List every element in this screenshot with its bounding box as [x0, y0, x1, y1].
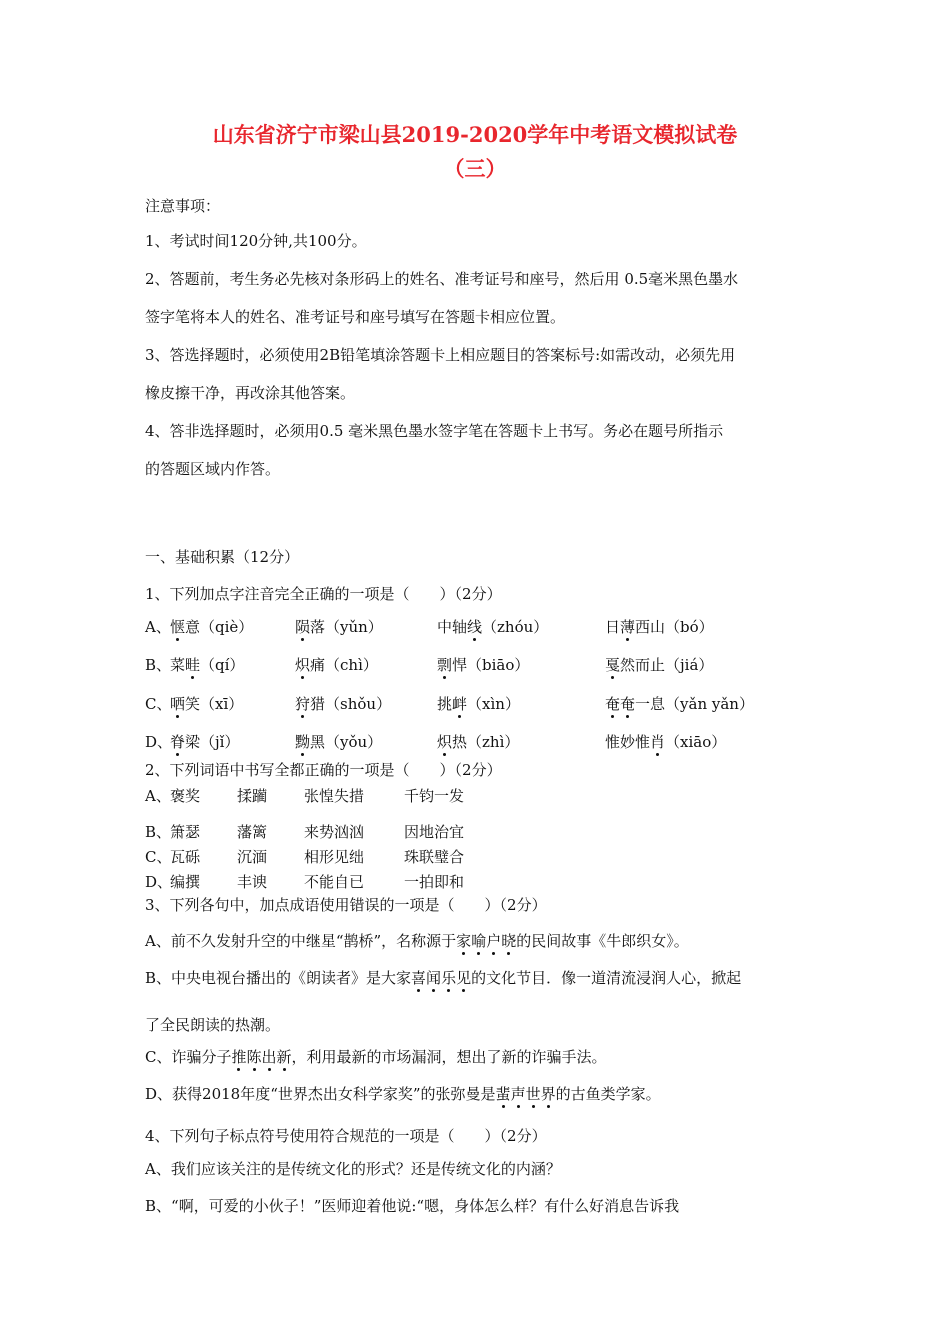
q1-option-item: 黝黑（yǒu）: [295, 733, 383, 751]
q2-stem: 2、下列词语中书写全都正确的一项是（ ）（2分）: [145, 761, 502, 779]
exam-title-line2: （三）: [443, 156, 507, 181]
q2-option-word: 褒奖: [170, 787, 201, 805]
q3-option-a: A、前不久发射升空的中继星“鹊桥”，名称源于家喻户晓的民间故事《牛郎织女》。: [145, 932, 689, 950]
q2-option-word: 张惶失措: [304, 787, 365, 805]
q2-option-word: 沉湎: [237, 848, 268, 866]
exam-title-line1: 山东省济宁市梁山县2019-2020学年中考语文模拟试卷: [212, 122, 738, 147]
q1-option-item: 日薄西山（bó）: [605, 618, 714, 636]
dotted-character: 惬: [170, 618, 186, 636]
dotted-character: 哂: [170, 695, 186, 713]
notice-heading: 注意事项：: [145, 197, 221, 215]
notice-item: 的答题区域内作答。: [145, 460, 281, 478]
q1-option-item: 剽悍（biāo）: [437, 656, 530, 674]
dotted-character: 畦: [185, 656, 201, 674]
q1-option-item: 哂笑（xī）: [170, 695, 244, 713]
q3-option-b-cont: 了全民朗读的热潮。: [145, 1016, 281, 1034]
dotted-character: 炽: [295, 656, 311, 674]
q1-option-label: A、: [145, 618, 171, 636]
q1-option-item: 挑衅（xìn）: [437, 695, 520, 713]
q2-option-word: 因地治宜: [404, 823, 465, 841]
dotted-character: 陨: [295, 618, 311, 636]
q1-option-label: B、: [145, 656, 172, 674]
dotted-character: 戛: [605, 656, 621, 674]
dotted-character: 炽: [437, 733, 453, 751]
q2-option-word: 一拍即和: [404, 873, 465, 891]
q2-option-word: 不能自已: [304, 873, 365, 891]
q2-option-word: 来势汹汹: [304, 823, 365, 841]
notice-item: 2、答题前，考生务必先核对条形码上的姓名、准考证号和座号，然后用 0.5毫米黑色墨水: [145, 270, 739, 288]
dotted-character: 奄奄: [605, 695, 636, 713]
section1-heading: 一、基础积累（12分）: [145, 548, 300, 566]
q3-option-c: C、诈骗分子推陈出新，利用最新的市场漏洞，想出了新的诈骗手法。: [145, 1048, 607, 1066]
q2-option-word: 丰谀: [237, 873, 268, 891]
dotted-character: 薄: [620, 618, 636, 636]
notice-item: 3、答选择题时，必须使用2B铅笔填涂答题卡上相应题目的答案标号:如需改动，必须先用: [145, 346, 736, 364]
q1-option-item: 陨落（yǔn）: [295, 618, 383, 636]
q1-option-item: 奄奄一息（yǎn yǎn）: [605, 695, 754, 713]
notice-item: 1、考试时间120分钟,共100分。: [145, 232, 367, 250]
dotted-character: 黝: [295, 733, 311, 751]
q4-option-a: A、我们应该关注的是传统文化的形式？还是传统文化的内涵？: [145, 1160, 561, 1178]
q2-option-label: B、: [145, 823, 172, 841]
q4-option-b: B、“啊，可爱的小伙子！”医师迎着他说:“嗯，身体怎么样？有什么好消息告诉我: [145, 1197, 680, 1215]
dotted-character: 衅: [452, 695, 468, 713]
dotted-character: 狩: [295, 695, 311, 713]
q3-option-b: B、中央电视台播出的《朗读者》是大家喜闻乐见的文化节目．像一道清流浸润人心，掀起: [145, 969, 742, 987]
dotted-character: 脊: [170, 733, 186, 751]
q2-option-word: 珠联璧合: [404, 848, 465, 866]
q4-stem: 4、下列句子标点符号使用符合规范的一项是（ ）（2分）: [145, 1127, 547, 1145]
q3-stem: 3、下列各句中，加点成语使用错误的一项是（ ）（2分）: [145, 896, 547, 914]
q2-option-label: C、: [145, 848, 172, 866]
q2-option-word: 千钧一发: [404, 787, 465, 805]
q1-stem: 1、下列加点字注音完全正确的一项是（ ）（2分）: [145, 585, 502, 603]
q3-option-d: D、获得2018年度“世界杰出女科学家奖”的张弥曼是蜚声世界的古鱼类学家。: [145, 1085, 661, 1103]
q1-option-item: 狩猎（shǒu）: [295, 695, 392, 713]
q2-option-word: 箫瑟: [170, 823, 201, 841]
q1-option-item: 惟妙惟肖（xiāo）: [605, 733, 727, 751]
notice-item: 4、答非选择题时，必须用0.5 毫米黑色墨水签字笔在答题卡上书写。务必在题号所指示: [145, 422, 724, 440]
q2-option-word: 瓦砾: [170, 848, 201, 866]
q1-option-item: 脊梁（jǐ）: [170, 733, 240, 751]
notice-item: 橡皮擦干净，再改涂其他答案。: [145, 384, 356, 402]
q1-option-label: C、: [145, 695, 172, 713]
q1-option-item: 炽痛（chì）: [295, 656, 378, 674]
q2-option-label: D、: [145, 873, 173, 891]
q2-option-label: A、: [145, 787, 171, 805]
dotted-idiom: 推陈出新: [231, 1048, 292, 1066]
q1-option-item: 中轴线（zhóu）: [437, 618, 549, 636]
q1-option-item: 菜畦（qí）: [170, 656, 245, 674]
notice-item: 签字笔将本人的姓名、准考证号和座号填写在答题卡相应位置。: [145, 308, 566, 326]
dotted-character: 肖: [650, 733, 666, 751]
q1-option-label: D、: [145, 733, 173, 751]
q2-option-word: 相形见绌: [304, 848, 365, 866]
dotted-character: 线: [467, 618, 483, 636]
dotted-character: 剽: [437, 656, 453, 674]
q1-option-item: 戛然而止（jiá）: [605, 656, 714, 674]
dotted-idiom: 家喻户晓: [456, 932, 517, 950]
dotted-idiom: 蜚声世界: [495, 1085, 556, 1103]
q2-option-word: 揉躏: [237, 787, 268, 805]
q1-option-item: 惬意（qiè）: [170, 618, 254, 636]
q1-option-item: 炽热（zhì）: [437, 733, 520, 751]
q2-option-word: 编撰: [170, 873, 201, 891]
q2-option-word: 藩篱: [237, 823, 268, 841]
dotted-idiom: 喜闻乐见: [411, 969, 472, 987]
